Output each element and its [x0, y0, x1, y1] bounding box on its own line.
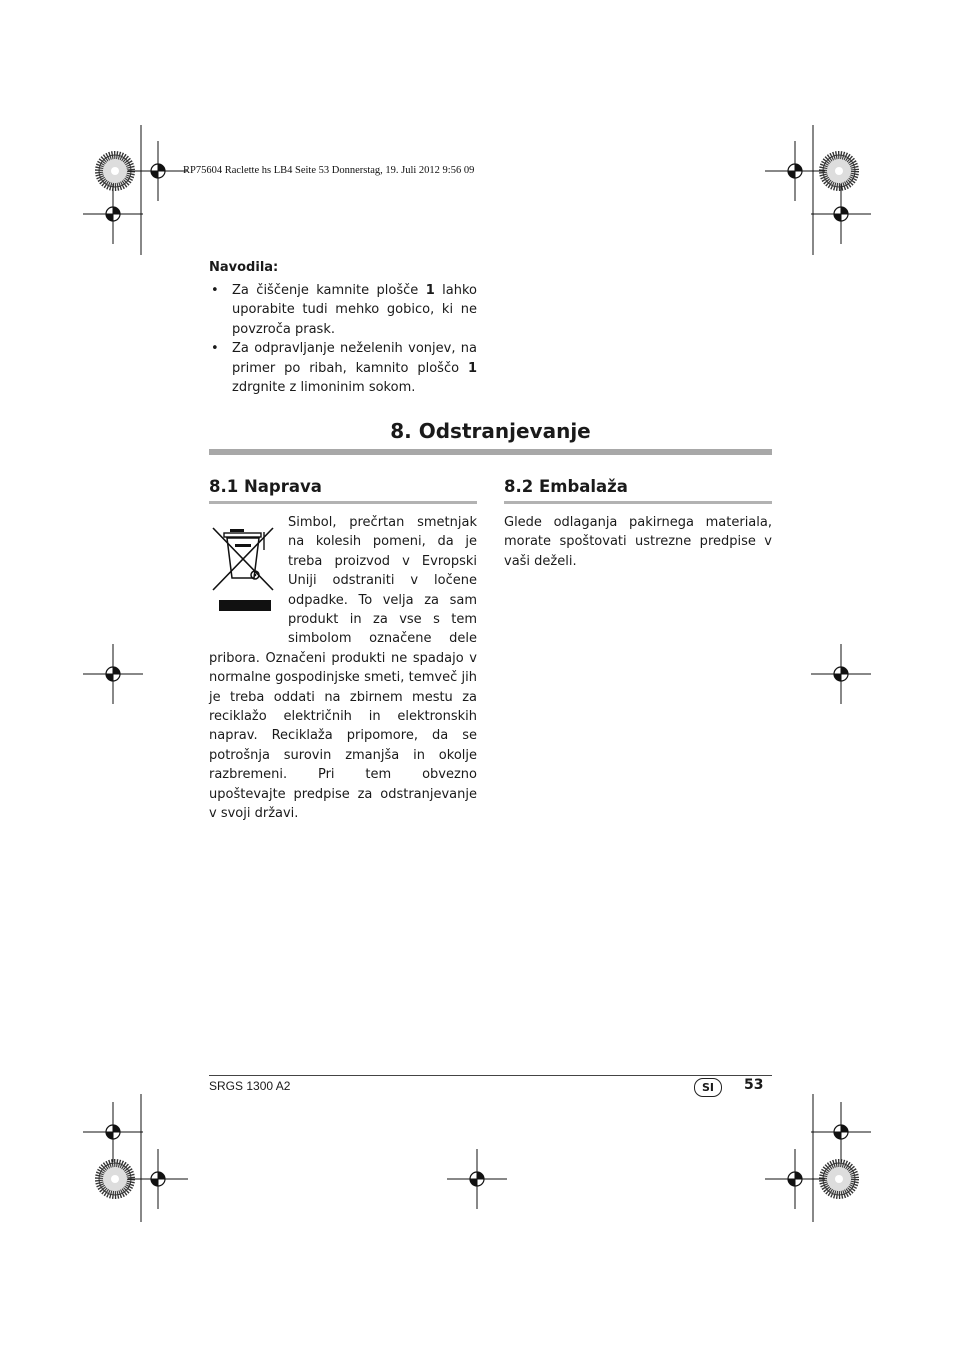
section-1-title: 8.1 Naprava [209, 477, 322, 496]
chapter-title: 8. Odstranjevanje [390, 419, 591, 443]
chapter-divider [209, 449, 772, 455]
footer-model-number: SRGS 1300 A2 [209, 1079, 291, 1093]
crossed-out-wheelie-bin-icon [209, 520, 277, 614]
page-number: 53 [744, 1077, 764, 1093]
section-2-title: 8.2 Embalaža [504, 477, 628, 496]
section-2-rule [504, 501, 772, 504]
bullet-icon: • [211, 283, 219, 298]
section-1-body: Simbol, prečrtan smetnjak na kolesih pomeni, da je treba proizvod v Evropski Uniji odstraniti v ločene odpadke. To velja za sam produkt in za vse s tem simbolom označene dele pribora. Označeni produkti ne spadajo v normalne gospodinjske smeti, temveč jih je treba oddati na zbirnem mestu za reciklažo električnih in elektronskih naprav. Reciklaža pripomore, da se potrošnja surovin zmanjša in okolje razbremeni. Pri tem obvezno upoštevajte predpise za odstranjevanje v svoji državi. [209, 515, 477, 822]
notes-list [209, 281, 477, 397]
bullet-icon: • [211, 341, 219, 357]
notes-title: Navodila: [209, 260, 279, 275]
list-item: • Za čiščenje kamnite plošče 1 lahko uporabite tudi mehko gobico, ki ne povzroča prask. [211, 283, 478, 337]
footer-rule [209, 1075, 772, 1076]
list-item: • Za odpravljanje neželenih vonjev, na primer po ribah, kamnito ploščo 1 zdrgnite z limoninim sokom. [211, 341, 477, 396]
print-job-header: RP75604 Raclette hs LB4 Seite 53 Donnerstag, 19. Juli 2012 9:56 09 [183, 165, 475, 176]
section-2-body: Glede odlaganja pakirnega materiala, morate spoštovati ustrezne predpise v vaši deželi. [504, 515, 772, 569]
language-badge: SI [694, 1078, 722, 1097]
section-1-rule [209, 501, 477, 504]
